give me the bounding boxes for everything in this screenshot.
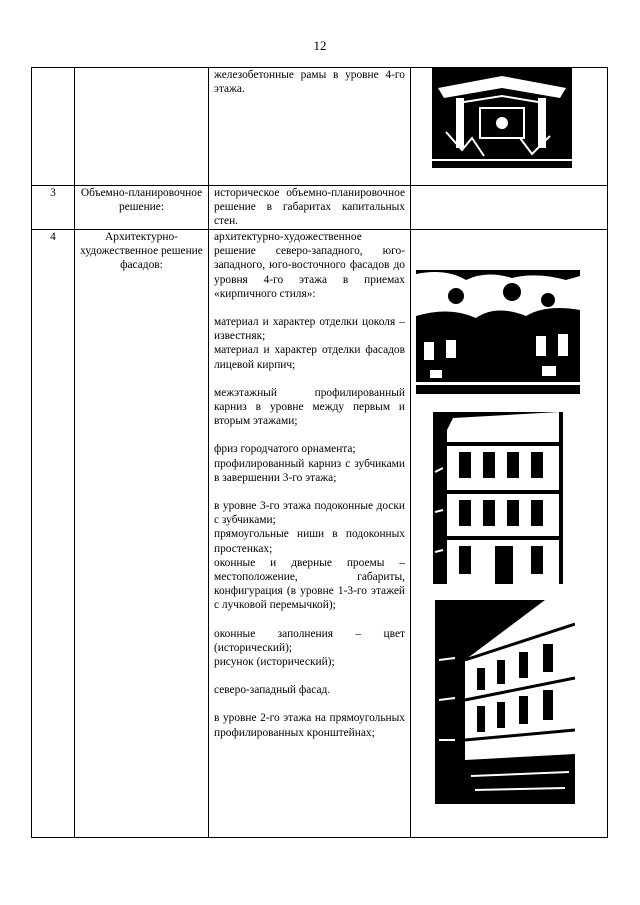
row-description (209, 186, 411, 230)
desc-line: материал и характер отделки цоколя – известняк; (214, 316, 405, 343)
row-number (32, 68, 75, 186)
monument-features-table (31, 67, 608, 838)
photo-cell (411, 230, 608, 838)
photo-cell (411, 68, 608, 186)
row-name: Архитектурно-художественное решение фасадов: (75, 230, 209, 838)
row-name (75, 68, 209, 186)
row-description (209, 68, 411, 186)
desc-line: железобетонные рамы в уровне 4-го этажа. (214, 69, 405, 96)
desc-line: в уровне 3-го этажа подоконные доски с зубчиками; (214, 500, 405, 527)
desc-line: оконные заполнения – цвет (исторический); (214, 627, 405, 654)
desc-line: историческое объемно-планировочное решение в габаритах капитальных стен. (214, 187, 405, 228)
desc-line: межэтажный профилированный карниз в уровне между первым и вторым этажами; (214, 386, 405, 428)
table-row (32, 68, 608, 186)
street-facade-photo (416, 270, 580, 394)
desc-line: профилированный карниз с зубчиками в завершении 3-го этажа; (214, 457, 405, 484)
desc-line: рисунок (исторический); (214, 656, 335, 669)
interior-frames-photo (432, 68, 572, 168)
page-number: 12 (313, 38, 327, 53)
desc-line: прямоугольные ниши в подоконных простенках; (214, 528, 405, 555)
desc-line: материал и характер отделки фасадов лицевой кирпич; (214, 344, 405, 371)
desc-line: оконные и дверные проемы – местоположение, габариты, конфигурация (в уровне 1-3-го этажей с лучковой перемычкой); (214, 556, 405, 612)
table-row (32, 186, 608, 230)
row-number: 4 (32, 230, 75, 838)
desc-line: архитектурно-художественное решение северо-западного, юго-западного, юго-восточного фасадов до уровня 4-го этажа в приемах «кирпичного стиля»: (214, 231, 405, 300)
northwest-facade-photo (435, 600, 575, 804)
desc-line: в уровне 2-го этажа на прямоугольных профилированных кронштейнах; (214, 712, 405, 739)
row-number: 3 (32, 186, 75, 230)
row-name: Объемно-планировочное решение: (75, 186, 209, 230)
corner-building-photo (433, 412, 563, 584)
table-row (32, 230, 608, 838)
desc-line: фриз городчатого орнамента; (214, 443, 356, 456)
photo-cell (411, 186, 608, 230)
desc-line: северо-западный фасад. (214, 684, 331, 697)
row-description (209, 230, 411, 838)
